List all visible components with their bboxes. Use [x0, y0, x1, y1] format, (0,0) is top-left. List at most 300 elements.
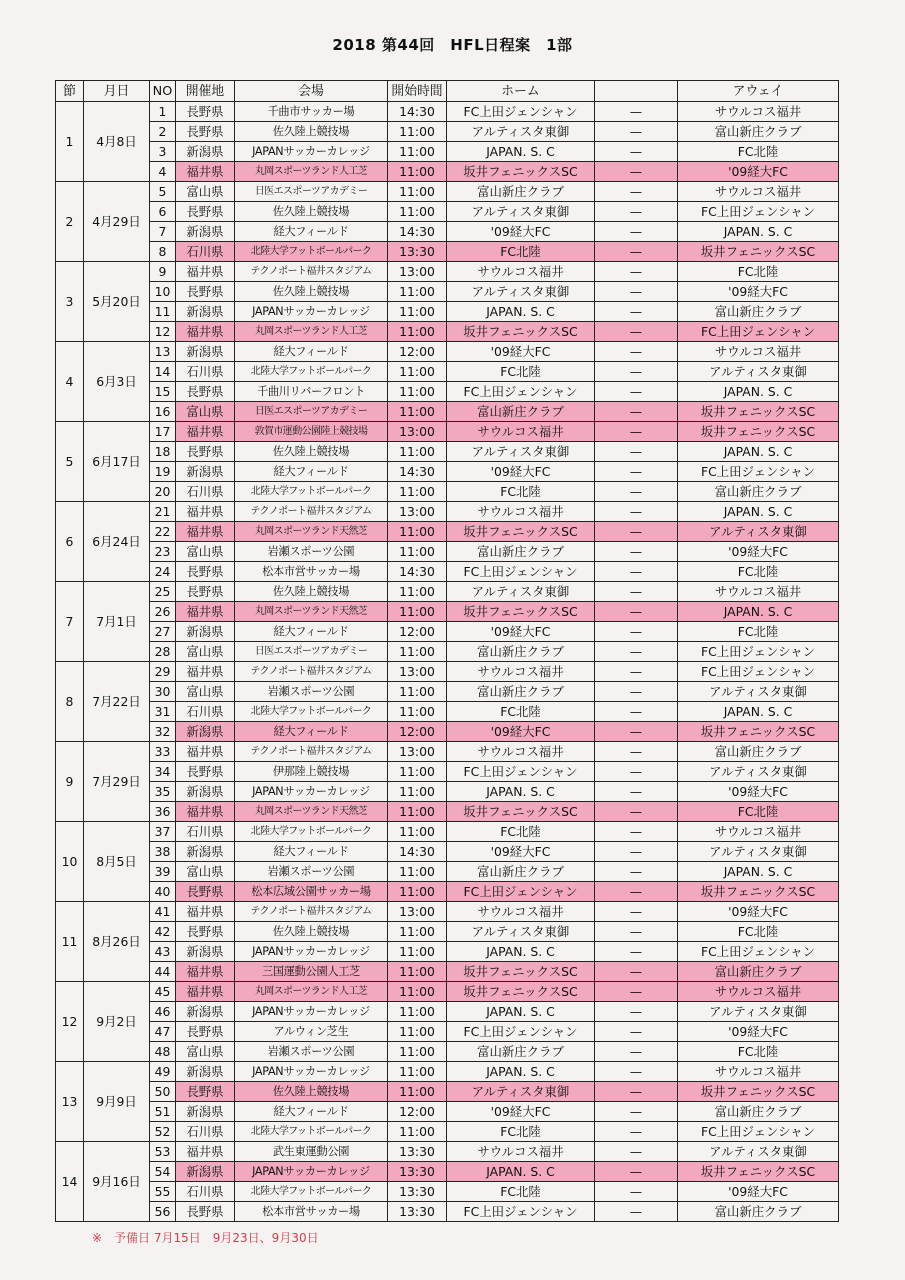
match-away-team: サウルコス福井 — [678, 982, 839, 1002]
match-prefecture: 福井県 — [176, 422, 235, 442]
match-prefecture: 新潟県 — [176, 462, 235, 482]
header-start-time: 開始時間 — [388, 81, 447, 102]
match-separator: — — [595, 122, 678, 142]
match-no: 24 — [150, 562, 176, 582]
match-start-time: 12:00 — [388, 342, 447, 362]
match-venue: 丸岡スポーツランド人工芝 — [235, 162, 388, 182]
match-venue: テクノポート福井スタジアム — [235, 902, 388, 922]
match-home-team: 坂井フェニックスSC — [447, 522, 595, 542]
round-number: 13 — [56, 1062, 84, 1142]
match-no: 28 — [150, 642, 176, 662]
match-home-team: アルティスタ東御 — [447, 282, 595, 302]
match-no: 1 — [150, 102, 176, 122]
round-date: 4月29日 — [84, 182, 150, 262]
match-away-team: 坂井フェニックスSC — [678, 1162, 839, 1182]
match-away-team: '09経大FC — [678, 902, 839, 922]
match-venue: 経大フィールド — [235, 622, 388, 642]
round-date: 9月2日 — [84, 982, 150, 1062]
match-home-team: FC北陸 — [447, 482, 595, 502]
match-start-time: 11:00 — [388, 322, 447, 342]
match-home-team: FC上田ジェンシャン — [447, 882, 595, 902]
match-row — [56, 642, 839, 662]
match-home-team: '09経大FC — [447, 342, 595, 362]
match-no: 52 — [150, 1122, 176, 1142]
round-number: 9 — [56, 742, 84, 822]
match-separator: — — [595, 1122, 678, 1142]
match-away-team: JAPAN. S. C — [678, 602, 839, 622]
match-no: 55 — [150, 1182, 176, 1202]
match-venue: 丸岡スポーツランド人工芝 — [235, 982, 388, 1002]
match-start-time: 11:00 — [388, 142, 447, 162]
match-venue: 敦賀市運動公園陸上競技場 — [235, 422, 388, 442]
match-venue: JAPANサッカーカレッジ — [235, 302, 388, 322]
match-away-team: 坂井フェニックスSC — [678, 242, 839, 262]
match-start-time: 11:00 — [388, 702, 447, 722]
match-venue: テクノポート福井スタジアム — [235, 662, 388, 682]
round-date: 8月26日 — [84, 902, 150, 982]
match-venue: JAPANサッカーカレッジ — [235, 782, 388, 802]
round-date: 6月17日 — [84, 422, 150, 502]
match-start-time: 13:00 — [388, 662, 447, 682]
match-separator: — — [595, 602, 678, 622]
round-number: 5 — [56, 422, 84, 502]
round-date: 8月5日 — [84, 822, 150, 902]
match-venue: 松本市営サッカー場 — [235, 1202, 388, 1222]
round-number: 7 — [56, 582, 84, 662]
match-row — [56, 482, 839, 502]
match-venue: アルウィン芝生 — [235, 1022, 388, 1042]
match-away-team: 坂井フェニックスSC — [678, 402, 839, 422]
match-home-team: FC北陸 — [447, 1182, 595, 1202]
match-prefecture: 富山県 — [176, 542, 235, 562]
match-start-time: 14:30 — [388, 562, 447, 582]
round-date: 5月20日 — [84, 262, 150, 342]
match-venue: 北陸大学フットボールパーク — [235, 242, 388, 262]
match-away-team: FC上田ジェンシャン — [678, 642, 839, 662]
match-separator: — — [595, 462, 678, 482]
match-start-time: 13:00 — [388, 902, 447, 922]
match-away-team: 富山新庄クラブ — [678, 482, 839, 502]
match-start-time: 14:30 — [388, 102, 447, 122]
match-venue: 日医エスポーツアカデミー — [235, 642, 388, 662]
round-date: 6月24日 — [84, 502, 150, 582]
match-no: 3 — [150, 142, 176, 162]
match-start-time: 11:00 — [388, 802, 447, 822]
match-venue: 佐久陸上競技場 — [235, 922, 388, 942]
match-home-team: JAPAN. S. C — [447, 1002, 595, 1022]
match-home-team: アルティスタ東御 — [447, 442, 595, 462]
match-no: 56 — [150, 1202, 176, 1222]
match-prefecture: 石川県 — [176, 362, 235, 382]
match-separator: — — [595, 962, 678, 982]
match-start-time: 11:00 — [388, 182, 447, 202]
match-no: 29 — [150, 662, 176, 682]
match-home-team: 坂井フェニックスSC — [447, 322, 595, 342]
round-number: 8 — [56, 662, 84, 742]
match-prefecture: 長野県 — [176, 1202, 235, 1222]
match-start-time: 11:00 — [388, 202, 447, 222]
match-row — [56, 522, 839, 542]
match-row — [56, 142, 839, 162]
match-venue: JAPANサッカーカレッジ — [235, 942, 388, 962]
match-row — [56, 742, 839, 762]
match-home-team: サウルコス福井 — [447, 502, 595, 522]
match-venue: 千曲川リバーフロント — [235, 382, 388, 402]
match-row — [56, 922, 839, 942]
match-prefecture: 新潟県 — [176, 1002, 235, 1022]
match-away-team: 坂井フェニックスSC — [678, 422, 839, 442]
match-start-time: 13:30 — [388, 242, 447, 262]
match-row — [56, 582, 839, 602]
match-separator: — — [595, 1062, 678, 1082]
match-row — [56, 962, 839, 982]
match-prefecture: 新潟県 — [176, 1102, 235, 1122]
match-venue: 松本広域公園サッカー場 — [235, 882, 388, 902]
match-start-time: 11:00 — [388, 1022, 447, 1042]
match-away-team: アルティスタ東御 — [678, 762, 839, 782]
match-venue: 北陸大学フットボールパーク — [235, 702, 388, 722]
match-row — [56, 182, 839, 202]
match-separator: — — [595, 362, 678, 382]
match-away-team: FC上田ジェンシャン — [678, 462, 839, 482]
match-start-time: 14:30 — [388, 222, 447, 242]
match-row — [56, 1142, 839, 1162]
match-separator: — — [595, 1162, 678, 1182]
match-start-time: 14:30 — [388, 462, 447, 482]
match-start-time: 14:30 — [388, 842, 447, 862]
match-separator: — — [595, 1022, 678, 1042]
match-separator: — — [595, 442, 678, 462]
match-away-team: 坂井フェニックスSC — [678, 882, 839, 902]
match-home-team: サウルコス福井 — [447, 742, 595, 762]
match-row — [56, 322, 839, 342]
match-start-time: 11:00 — [388, 1122, 447, 1142]
match-away-team: JAPAN. S. C — [678, 382, 839, 402]
match-no: 23 — [150, 542, 176, 562]
match-row — [56, 662, 839, 682]
match-venue: JAPANサッカーカレッジ — [235, 1062, 388, 1082]
match-separator: — — [595, 762, 678, 782]
match-start-time: 11:00 — [388, 162, 447, 182]
match-home-team: FC上田ジェンシャン — [447, 1202, 595, 1222]
match-no: 35 — [150, 782, 176, 802]
match-separator: — — [595, 102, 678, 122]
match-start-time: 11:00 — [388, 402, 447, 422]
match-start-time: 13:00 — [388, 262, 447, 282]
match-start-time: 13:30 — [388, 1162, 447, 1182]
match-no: 4 — [150, 162, 176, 182]
match-prefecture: 新潟県 — [176, 842, 235, 862]
match-start-time: 11:00 — [388, 542, 447, 562]
match-home-team: 富山新庄クラブ — [447, 402, 595, 422]
match-no: 40 — [150, 882, 176, 902]
match-separator: — — [595, 482, 678, 502]
match-no: 53 — [150, 1142, 176, 1162]
match-no: 45 — [150, 982, 176, 1002]
match-venue: 日医エスポーツアカデミー — [235, 402, 388, 422]
match-separator: — — [595, 242, 678, 262]
match-separator: — — [595, 542, 678, 562]
page-title: 2018 第44回 HFL日程案 1部 — [332, 36, 573, 54]
match-row — [56, 462, 839, 482]
match-venue: 岩瀬スポーツ公園 — [235, 1042, 388, 1062]
match-home-team: 富山新庄クラブ — [447, 642, 595, 662]
match-separator: — — [595, 842, 678, 862]
match-separator: — — [595, 142, 678, 162]
match-venue: JAPANサッカーカレッジ — [235, 1002, 388, 1022]
match-separator: — — [595, 882, 678, 902]
match-venue: 佐久陸上競技場 — [235, 442, 388, 462]
round-number: 10 — [56, 822, 84, 902]
match-separator: — — [595, 162, 678, 182]
match-away-team: JAPAN. S. C — [678, 442, 839, 462]
round-date: 7月29日 — [84, 742, 150, 822]
match-start-time: 11:00 — [388, 302, 447, 322]
match-row — [56, 122, 839, 142]
match-away-team: サウルコス福井 — [678, 182, 839, 202]
match-no: 8 — [150, 242, 176, 262]
match-row — [56, 502, 839, 522]
match-row — [56, 882, 839, 902]
match-home-team: FC上田ジェンシャン — [447, 562, 595, 582]
match-row — [56, 722, 839, 742]
match-away-team: アルティスタ東御 — [678, 842, 839, 862]
match-home-team: サウルコス福井 — [447, 422, 595, 442]
match-no: 17 — [150, 422, 176, 442]
match-home-team: JAPAN. S. C — [447, 1162, 595, 1182]
match-prefecture: 新潟県 — [176, 622, 235, 642]
match-no: 33 — [150, 742, 176, 762]
match-separator: — — [595, 642, 678, 662]
match-away-team: アルティスタ東御 — [678, 1002, 839, 1022]
match-venue: 佐久陸上競技場 — [235, 282, 388, 302]
header-separator — [595, 81, 678, 102]
match-row — [56, 702, 839, 722]
reserve-days-note: ※ 予備日 7月15日 9月23日、9月30日 — [92, 1231, 319, 1245]
match-away-team: アルティスタ東御 — [678, 522, 839, 542]
match-no: 46 — [150, 1002, 176, 1022]
match-prefecture: 新潟県 — [176, 782, 235, 802]
match-away-team: FC北陸 — [678, 1042, 839, 1062]
match-no: 25 — [150, 582, 176, 602]
match-home-team: '09経大FC — [447, 722, 595, 742]
match-prefecture: 福井県 — [176, 602, 235, 622]
match-home-team: JAPAN. S. C — [447, 302, 595, 322]
match-separator: — — [595, 942, 678, 962]
round-date: 7月1日 — [84, 582, 150, 662]
match-row — [56, 762, 839, 782]
match-home-team: 富山新庄クラブ — [447, 542, 595, 562]
match-home-team: 坂井フェニックスSC — [447, 962, 595, 982]
match-row — [56, 202, 839, 222]
match-separator: — — [595, 342, 678, 362]
match-row — [56, 1082, 839, 1102]
match-home-team: 坂井フェニックスSC — [447, 162, 595, 182]
match-home-team: 富山新庄クラブ — [447, 682, 595, 702]
header-venue: 会場 — [235, 81, 388, 102]
match-prefecture: 石川県 — [176, 1122, 235, 1142]
match-no: 19 — [150, 462, 176, 482]
match-venue: 佐久陸上競技場 — [235, 582, 388, 602]
match-away-team: FC北陸 — [678, 922, 839, 942]
match-row — [56, 1002, 839, 1022]
match-separator: — — [595, 202, 678, 222]
match-row — [56, 242, 839, 262]
match-separator: — — [595, 222, 678, 242]
match-separator: — — [595, 722, 678, 742]
match-away-team: FC北陸 — [678, 142, 839, 162]
match-row — [56, 1102, 839, 1122]
match-prefecture: 石川県 — [176, 702, 235, 722]
round-number: 6 — [56, 502, 84, 582]
match-start-time: 13:00 — [388, 502, 447, 522]
match-start-time: 13:30 — [388, 1202, 447, 1222]
match-prefecture: 長野県 — [176, 762, 235, 782]
match-venue: 松本市営サッカー場 — [235, 562, 388, 582]
match-prefecture: 石川県 — [176, 482, 235, 502]
match-start-time: 13:30 — [388, 1182, 447, 1202]
match-prefecture: 福井県 — [176, 742, 235, 762]
round-number: 1 — [56, 102, 84, 182]
match-venue: 丸岡スポーツランド天然芝 — [235, 802, 388, 822]
match-start-time: 11:00 — [388, 762, 447, 782]
match-prefecture: 福井県 — [176, 962, 235, 982]
match-away-team: 坂井フェニックスSC — [678, 1082, 839, 1102]
match-start-time: 11:00 — [388, 782, 447, 802]
match-away-team: サウルコス福井 — [678, 582, 839, 602]
match-home-team: FC上田ジェンシャン — [447, 1022, 595, 1042]
match-row — [56, 602, 839, 622]
match-no: 26 — [150, 602, 176, 622]
match-prefecture: 新潟県 — [176, 942, 235, 962]
header-home: ホーム — [447, 81, 595, 102]
match-home-team: アルティスタ東御 — [447, 582, 595, 602]
match-no: 48 — [150, 1042, 176, 1062]
match-start-time: 11:00 — [388, 1062, 447, 1082]
match-home-team: 坂井フェニックスSC — [447, 802, 595, 822]
match-away-team: FC上田ジェンシャン — [678, 322, 839, 342]
match-no: 38 — [150, 842, 176, 862]
match-venue: 三国運動公園人工芝 — [235, 962, 388, 982]
match-row — [56, 1182, 839, 1202]
match-prefecture: 長野県 — [176, 382, 235, 402]
match-row — [56, 442, 839, 462]
match-prefecture: 福井県 — [176, 662, 235, 682]
match-no: 36 — [150, 802, 176, 822]
round-date: 9月9日 — [84, 1062, 150, 1142]
match-venue: 北陸大学フットボールパーク — [235, 482, 388, 502]
match-start-time: 12:00 — [388, 622, 447, 642]
match-venue: 丸岡スポーツランド天然芝 — [235, 602, 388, 622]
match-venue: JAPANサッカーカレッジ — [235, 142, 388, 162]
match-venue: 経大フィールド — [235, 462, 388, 482]
match-row — [56, 422, 839, 442]
header-date: 月日 — [84, 81, 150, 102]
match-start-time: 11:00 — [388, 982, 447, 1002]
match-no: 43 — [150, 942, 176, 962]
match-start-time: 11:00 — [388, 942, 447, 962]
match-venue: 丸岡スポーツランド人工芝 — [235, 322, 388, 342]
match-start-time: 11:00 — [388, 382, 447, 402]
match-venue: 日医エスポーツアカデミー — [235, 182, 388, 202]
match-start-time: 11:00 — [388, 442, 447, 462]
match-prefecture: 富山県 — [176, 682, 235, 702]
match-start-time: 12:00 — [388, 1102, 447, 1122]
match-home-team: '09経大FC — [447, 842, 595, 862]
match-home-team: FC上田ジェンシャン — [447, 382, 595, 402]
match-venue: テクノポート福井スタジアム — [235, 262, 388, 282]
match-away-team: アルティスタ東御 — [678, 1142, 839, 1162]
match-home-team: サウルコス福井 — [447, 262, 595, 282]
match-away-team: 富山新庄クラブ — [678, 1102, 839, 1122]
match-start-time: 11:00 — [388, 962, 447, 982]
match-away-team: FC上田ジェンシャン — [678, 942, 839, 962]
match-separator: — — [595, 1042, 678, 1062]
match-venue: 北陸大学フットボールパーク — [235, 1182, 388, 1202]
match-row — [56, 262, 839, 282]
match-home-team: サウルコス福井 — [447, 1142, 595, 1162]
match-start-time: 11:00 — [388, 882, 447, 902]
match-no: 32 — [150, 722, 176, 742]
match-home-team: 坂井フェニックスSC — [447, 982, 595, 1002]
round-date: 9月16日 — [84, 1142, 150, 1222]
match-away-team: '09経大FC — [678, 162, 839, 182]
match-home-team: FC北陸 — [447, 242, 595, 262]
match-venue: 岩瀬スポーツ公園 — [235, 682, 388, 702]
match-row — [56, 362, 839, 382]
match-away-team: '09経大FC — [678, 282, 839, 302]
match-no: 49 — [150, 1062, 176, 1082]
round-number: 11 — [56, 902, 84, 982]
match-home-team: FC北陸 — [447, 822, 595, 842]
match-row — [56, 282, 839, 302]
round-date: 6月3日 — [84, 342, 150, 422]
match-separator: — — [595, 922, 678, 942]
round-date: 4月8日 — [84, 102, 150, 182]
match-venue: 経大フィールド — [235, 842, 388, 862]
match-prefecture: 富山県 — [176, 642, 235, 662]
match-prefecture: 新潟県 — [176, 142, 235, 162]
match-prefecture: 長野県 — [176, 1082, 235, 1102]
match-away-team: JAPAN. S. C — [678, 502, 839, 522]
match-start-time: 11:00 — [388, 642, 447, 662]
match-venue: 北陸大学フットボールパーク — [235, 822, 388, 842]
match-prefecture: 長野県 — [176, 562, 235, 582]
match-away-team: JAPAN. S. C — [678, 862, 839, 882]
match-separator: — — [595, 702, 678, 722]
match-no: 30 — [150, 682, 176, 702]
header-away: アウェイ — [678, 81, 839, 102]
match-home-team: 富山新庄クラブ — [447, 182, 595, 202]
match-home-team: アルティスタ東御 — [447, 122, 595, 142]
match-separator: — — [595, 1142, 678, 1162]
match-prefecture: 石川県 — [176, 1182, 235, 1202]
match-home-team: FC上田ジェンシャン — [447, 102, 595, 122]
match-venue: 佐久陸上競技場 — [235, 1082, 388, 1102]
match-no: 44 — [150, 962, 176, 982]
match-home-team: FC北陸 — [447, 1122, 595, 1142]
match-prefecture: 福井県 — [176, 802, 235, 822]
match-away-team: 富山新庄クラブ — [678, 122, 839, 142]
match-row — [56, 222, 839, 242]
match-home-team: サウルコス福井 — [447, 662, 595, 682]
match-no: 34 — [150, 762, 176, 782]
match-no: 9 — [150, 262, 176, 282]
match-prefecture: 長野県 — [176, 122, 235, 142]
match-no: 21 — [150, 502, 176, 522]
match-no: 42 — [150, 922, 176, 942]
match-venue: 佐久陸上競技場 — [235, 122, 388, 142]
